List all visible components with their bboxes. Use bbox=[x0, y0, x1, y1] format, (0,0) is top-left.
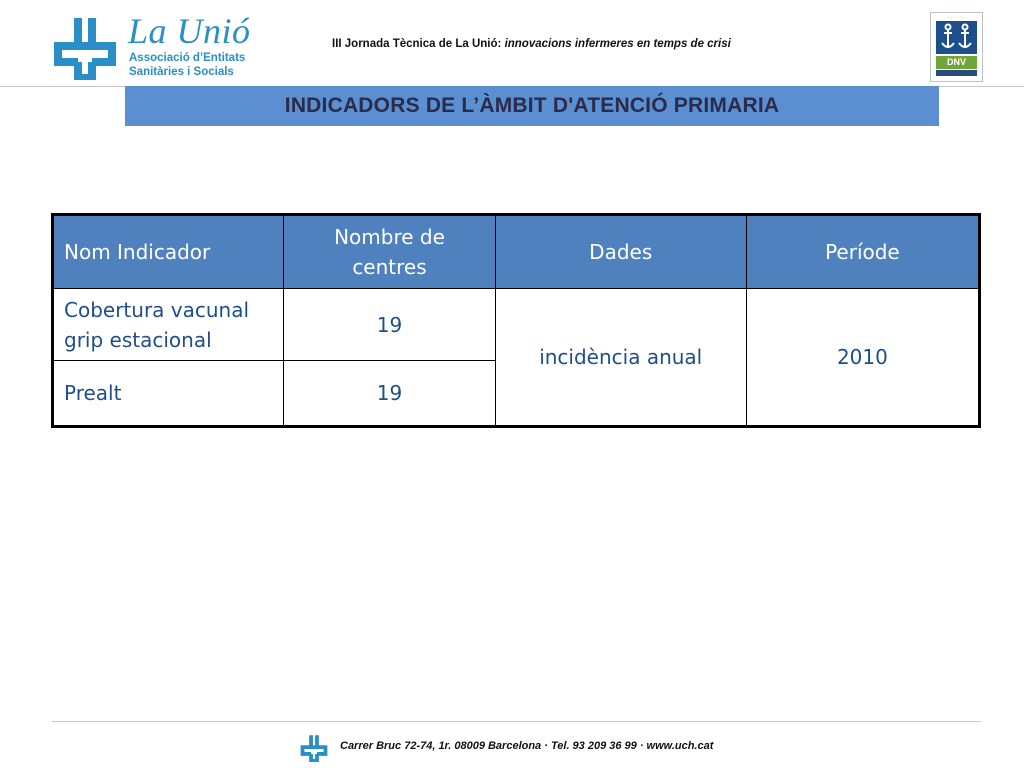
la-unio-logo-icon bbox=[52, 16, 118, 80]
logo-subtitle-line2: Sanitàries i Socials bbox=[129, 66, 234, 78]
table-header-row bbox=[53, 215, 980, 289]
page-title-bar bbox=[125, 86, 939, 126]
certification-label: DNV bbox=[936, 56, 977, 69]
certification-footer-strip bbox=[936, 70, 977, 76]
indicator-name-cell: Cobertura vacunal grip estacional bbox=[53, 289, 284, 361]
header-data: Dades bbox=[495, 215, 746, 289]
la-unio-logo bbox=[52, 12, 252, 84]
certification-anchor-icon bbox=[936, 21, 977, 54]
data-cell: incidència anual bbox=[495, 289, 746, 427]
centres-count-cell: 19 bbox=[284, 361, 495, 427]
logo-title: La Unió bbox=[128, 11, 251, 51]
footer-address: Carrer Bruc 72-74, 1r. 08009 Barcelona · Tel. 93 209 36 99 · www.uch.cat bbox=[340, 740, 714, 752]
event-subtitle: innovacions infermeres en temps de crisi bbox=[504, 38, 731, 50]
centres-count-cell: 19 bbox=[284, 289, 495, 361]
indicator-name-cell: Prealt bbox=[53, 361, 284, 427]
header-indicator-name: Nom Indicador bbox=[53, 215, 284, 289]
indicators-table bbox=[51, 213, 981, 428]
table-row bbox=[53, 289, 980, 361]
header-centres-count: Nombre de centres bbox=[284, 215, 495, 289]
footer-logo-icon bbox=[300, 734, 328, 762]
footer-divider bbox=[52, 721, 981, 722]
certification-badge bbox=[930, 12, 983, 82]
logo-subtitle-line1: Associació d’Entitats bbox=[129, 52, 246, 64]
certification-caption: · · · · · · · bbox=[948, 15, 965, 20]
event-title: III Jornada Tècnica de La Unió: bbox=[332, 38, 502, 50]
header-period: Període bbox=[746, 215, 979, 289]
period-cell: 2010 bbox=[746, 289, 979, 427]
event-header bbox=[332, 38, 731, 50]
page-title: INDICADORS DE L’ÀMBIT D'ATENCIÓ PRIMARIA bbox=[284, 94, 780, 117]
